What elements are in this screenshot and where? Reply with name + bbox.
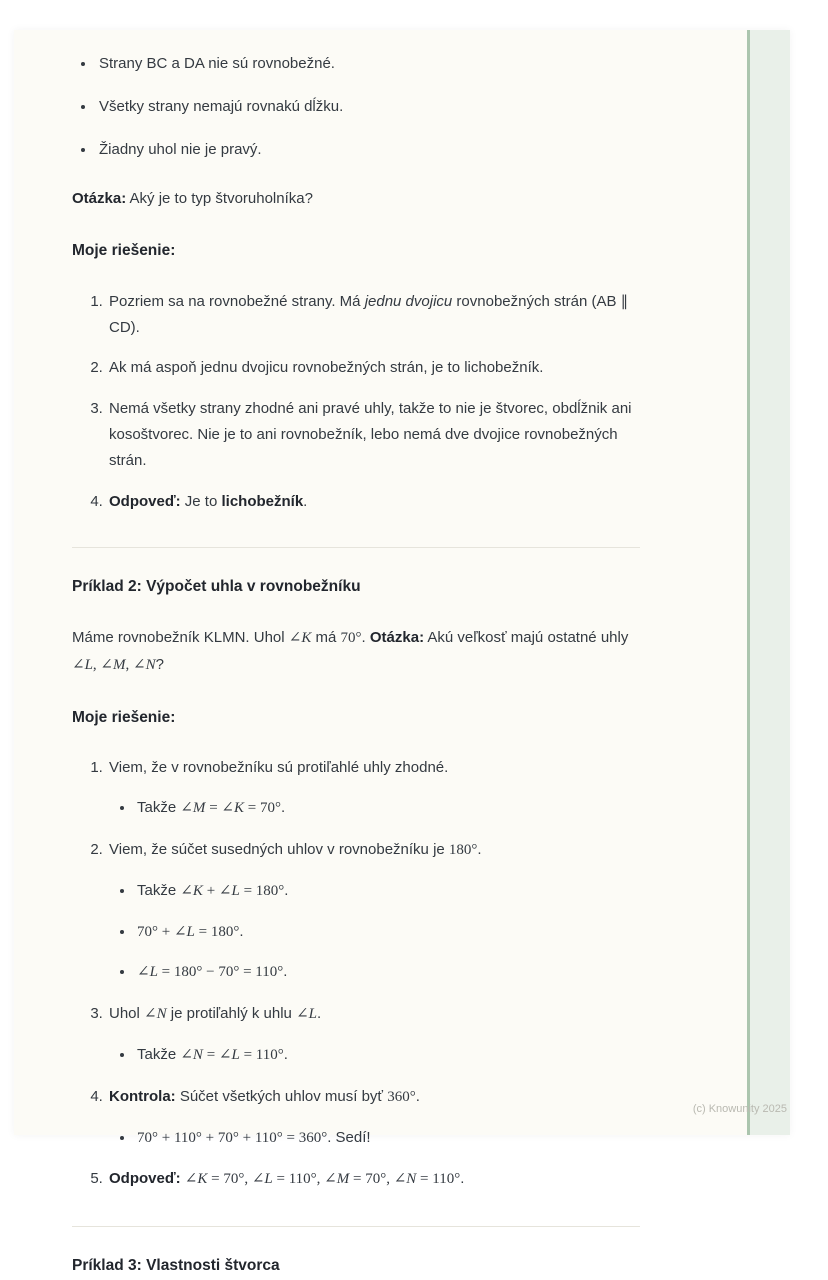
numbered-list-item	[107, 355, 640, 381]
sub-list-item	[135, 878, 640, 905]
text-segment: má	[311, 629, 341, 647]
solution1-list	[72, 289, 640, 515]
text-segment: .	[460, 1170, 465, 1188]
text-segment: .	[283, 1045, 288, 1063]
text-segment: .	[283, 963, 288, 981]
text-segment: = 180°	[239, 882, 285, 899]
text-segment: ∠N	[144, 1006, 167, 1023]
text-segment: +	[202, 882, 219, 899]
solution1-heading: Moje riešenie:	[72, 242, 176, 260]
text-segment: .	[316, 1005, 322, 1023]
text-segment: .	[303, 492, 308, 510]
text-segment: Akú veľkosť majú ostatné uhly	[424, 629, 629, 647]
numbered-list-item	[107, 837, 640, 986]
text-segment: ,	[244, 1171, 252, 1188]
numbered-list-item	[107, 289, 640, 341]
text-segment: . Sedí!	[327, 1128, 371, 1146]
numbered-list-item	[107, 755, 640, 822]
text-segment: = 110°	[416, 1171, 461, 1188]
text-segment: ,	[125, 656, 133, 673]
page-content	[14, 30, 790, 1280]
document-page	[14, 30, 790, 1275]
question-paragraph	[72, 186, 640, 212]
text-segment: ∠L	[296, 1006, 317, 1023]
text-segment: 70°	[340, 630, 362, 647]
text-segment: Nemá všetky strany zhodné ani pravé uhly, takže to nie je štvorec, obdĺžnik ani kosoštvorec. Nie je to ani rovnobežník, lebo nemá dve dvojice rovnobežných strán.	[109, 400, 632, 469]
text-segment: ∠N	[180, 1046, 203, 1063]
text-segment: ∠L	[218, 1046, 240, 1063]
text-segment: .	[415, 1087, 420, 1105]
text-segment: ?	[155, 655, 164, 673]
text-segment: Súčet všetkých uhlov musí byť	[175, 1087, 388, 1105]
text-segment: = 180° − 70° = 110°	[157, 964, 284, 981]
text-segment: ,	[386, 1171, 394, 1188]
text-segment: = 70°	[207, 1171, 245, 1188]
text-segment: ∠K	[180, 882, 203, 899]
sub-list-item	[135, 919, 640, 946]
text-segment: ∠L	[173, 923, 195, 940]
numbered-list-item	[107, 1166, 640, 1193]
section-divider-2	[72, 1226, 640, 1227]
text-segment: je protiľahlý k uhlu	[166, 1005, 297, 1023]
text-segment: = 110°	[239, 1046, 284, 1063]
text-segment: Viem, že v rovnobežníku sú protiľahlé uhly zhodné.	[109, 759, 449, 777]
numbered-list-item	[107, 396, 640, 473]
sub-bullet-list	[109, 878, 640, 986]
section-divider-1	[72, 547, 640, 548]
example2-intro	[72, 625, 640, 679]
text-segment: ∠K	[184, 1171, 208, 1188]
text-segment: =	[202, 1046, 219, 1063]
text-segment: ∠L	[218, 882, 240, 899]
copyright-note: (c) Knowunity 2025	[692, 1103, 787, 1115]
text-segment: = 110°	[272, 1171, 317, 1188]
text-segment: .	[361, 629, 370, 647]
numbered-list-item	[107, 1001, 640, 1069]
text-segment: Máme rovnobežník KLMN. Uhol	[72, 629, 289, 647]
text-segment: .	[284, 881, 289, 899]
text-segment: ∠L	[251, 1171, 273, 1188]
property-bullet-list	[72, 51, 640, 162]
text-segment: ∠N	[133, 656, 156, 673]
question-text: Aký je to typ štvoruholníka?	[126, 190, 313, 208]
text-segment: Takže	[137, 799, 181, 817]
example2-heading: Príklad 2: Výpočet uhla v rovnobežníku	[72, 578, 361, 596]
text-segment: rovnobežných strán (AB ∥ CD).	[109, 292, 629, 336]
text-segment: lichobežník	[221, 492, 304, 510]
text-segment: ∠L	[137, 964, 158, 981]
solution2-list	[72, 755, 640, 1193]
numbered-list-item	[107, 1084, 640, 1152]
text-segment: Takže	[137, 881, 181, 899]
text-segment: Otázka:	[369, 629, 425, 647]
text-segment: Takže	[137, 1045, 181, 1063]
text-segment: Viem, že súčet susedných uhlov v rovnobežníku je	[109, 840, 449, 858]
example3-heading: Príklad 3: Vlastnosti štvorca	[72, 1257, 280, 1275]
text-segment: = 180°	[194, 923, 240, 940]
text-segment: = 70°	[243, 800, 281, 817]
solution2-heading: Moje riešenie:	[72, 708, 176, 726]
text-segment: 360°	[387, 1088, 416, 1105]
text-segment: =	[205, 800, 222, 817]
sub-bullet-list	[109, 1042, 640, 1069]
sub-list-item	[135, 959, 640, 986]
text-segment: .	[280, 799, 286, 817]
sub-list-item	[135, 1042, 640, 1069]
list-item: • Všetky strany nemajú rovnakú dĺžku.	[96, 94, 640, 120]
text-segment: Odpoveď:	[109, 492, 181, 510]
numbered-list-item	[107, 489, 640, 515]
sub-list-item	[135, 1125, 640, 1152]
text-segment: .	[477, 840, 482, 858]
sub-bullet-list	[109, 795, 640, 822]
text-segment: Kontrola:	[109, 1087, 176, 1105]
text-segment: ∠K	[221, 800, 244, 817]
sub-list-item	[135, 795, 640, 822]
text-segment: ∠M	[100, 656, 126, 673]
text-segment: ,	[316, 1171, 325, 1188]
text-segment: +	[158, 923, 174, 940]
text-segment: Uhol	[109, 1005, 145, 1023]
text-segment: 70° + 110° + 70° + 110° = 360°	[137, 1129, 328, 1146]
text-segment: Ak má aspoň jednu dvojicu rovnobežných strán, je to lichobežník.	[109, 359, 544, 377]
text-segment: Je to	[180, 492, 222, 510]
text-segment: = 70°	[349, 1171, 387, 1188]
text-segment: jednu dvojicu	[364, 292, 453, 310]
text-segment: Odpoveď:	[109, 1170, 181, 1188]
text-segment: ∠M	[324, 1171, 350, 1188]
list-item: • Žiadny uhol nie je pravý.	[96, 137, 640, 163]
text-segment: ,	[92, 656, 101, 673]
text-segment: ∠M	[180, 800, 206, 817]
text-segment: 180°	[448, 841, 478, 858]
sub-bullet-list	[109, 1125, 640, 1152]
text-segment: ∠K	[288, 630, 312, 647]
question-label: Otázka:	[72, 190, 127, 208]
text-segment: 70°	[137, 923, 158, 940]
list-item: • Strany BC a DA nie sú rovnobežné.	[96, 51, 640, 77]
text-segment: ∠L	[72, 656, 93, 673]
text-segment: .	[239, 922, 244, 940]
text-segment: Pozriem sa na rovnobežné strany. Má	[109, 292, 365, 310]
text-segment: ∠N	[393, 1171, 417, 1188]
